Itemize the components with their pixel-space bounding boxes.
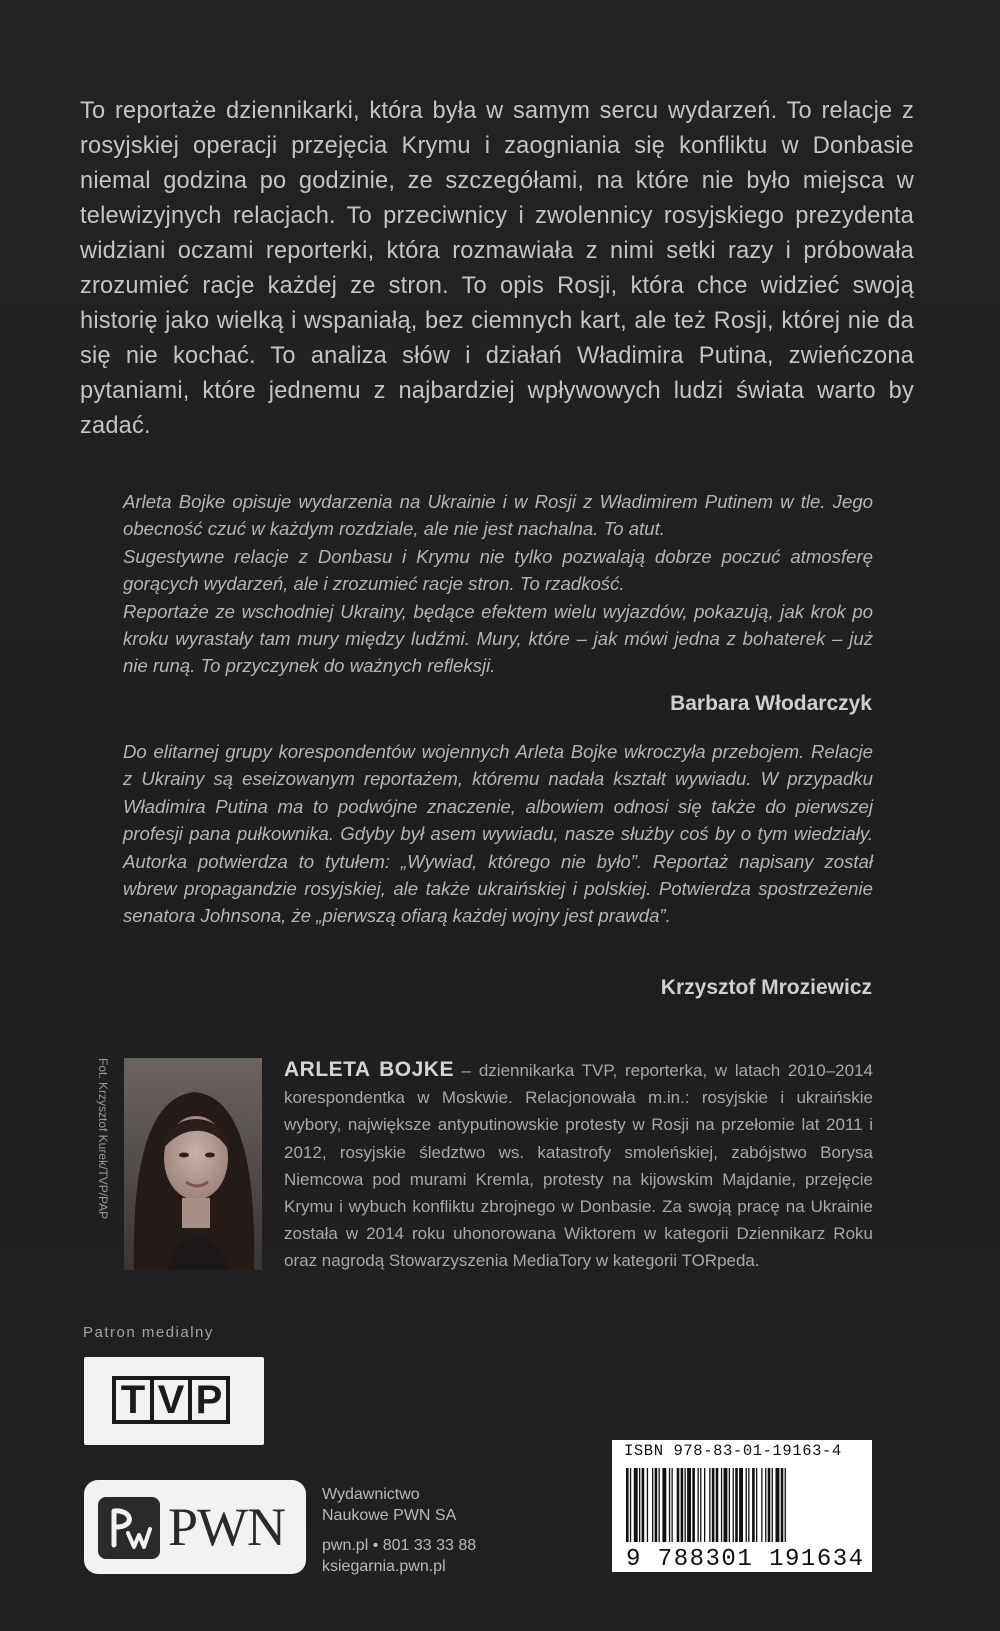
barcode-bar [685,1468,686,1542]
barcode-bar [748,1468,749,1542]
barcode-bar [634,1468,638,1542]
barcode-bar [659,1468,660,1542]
barcode-bar [704,1468,705,1542]
barcode-bar [733,1468,734,1542]
blurb1-author: Barbara Włodarczyk [670,692,872,715]
tvp-logo-letter: P [188,1376,230,1424]
barcode-bar [752,1468,755,1542]
author-portrait-image [124,1058,262,1270]
photo-credit-text: Fot. Krzysztof Kurek/TVP/PAP [96,1058,110,1220]
author-bio [284,1056,873,1275]
barcode-bar [772,1468,773,1542]
barcode-bar [639,1468,640,1542]
barcode-bar [721,1468,722,1542]
barcode-bar [712,1468,715,1542]
barcode-bar [630,1468,631,1542]
blurb2-author: Krzysztof Mroziewicz [660,976,872,999]
barcode-bar [698,1468,699,1542]
photo-credit [92,1058,112,1270]
barcode-bar [785,1468,786,1542]
barcode-bar [652,1468,653,1542]
media-patron-label: Patron medialny [83,1324,214,1341]
barcode-bar [746,1468,747,1542]
barcode-bar [700,1468,701,1542]
ean-number: 9 788301 191634 [626,1546,865,1573]
blurb1-paragraph: Sugestywne relacje z Donbasu i Krymu nie tylko pozwalają dobrze poczuć atmosferę gorących wydarzeń, ale i zrozumieć racje stron. To rzadkość. [123,545,873,595]
blurb-barbara-wlodarczyk [123,488,873,680]
barcode-bar [768,1468,771,1542]
blurb2-paragraph: Do elitarnej grupy korespondentów wojennych Arleta Bojke wkroczyła przebojem. Relacje z Ukrainy są eseizowanym reportażem, któremu nadała kształt wywiadu. W przypadku Władimira Putina ma to podwójne znaczenie, albowiem odnosi się także do pierwszej profesji pana pułkownika. Gdyby był asem wywiadu, nasze służby coś by o tym wiedziały. Autorka potwierdza to tytułem: „Wywiad, którego nie było”. Reportaż napisany został wbrew propagandzie rosyjskiej, ale także ukraińskiej i polskiej. Potwierdza spostrzeżenie senatora Johnsona, że „pierwszą ofiarą każdej wojny jest prawda”. [123,741,873,927]
pwn-emblem-icon [98,1497,160,1559]
lead-paragraph: To reportaże dziennikarki, która była w samym sercu wydarzeń. To relacje z rosyjskiej operacji przejęcia Krymu i zaogniania się konfliktu w Donbasie niemal godzina po godzinie, ze szczegółami, na które nie było miejsca w telewizyjnych relacjach. To przeciwnicy i zwolennicy rosyjskiego prezydenta widziani oczami reporterki, która rozmawiała z nimi setki razy i próbowała zrozumieć racje każdej ze stron. To opis Rosji, która chce widzieć swoją historię jako wielką i wspaniałą, bez ciemnych kart, ale też Rosji, której nie da się nie kochać. To analiza słów i działań Władimira Putina, zwieńczona pytaniami, które jednemu z najbardziej wpływowych ludzi świata warto by zadać. [80,98,914,439]
blurb1-paragraph: Arleta Bojke opisuje wydarzenia na Ukrainie i w Rosji z Władimirem Putinem w tle. Jego obecność czuć w każdym rozdziale, ale nie jest nachalna. To atut. [123,491,873,540]
barcode-bar [687,1468,691,1542]
barcode-bar [765,1468,766,1542]
publisher-info [322,1484,476,1577]
barcode-bar [709,1468,710,1542]
barcode-bar [655,1468,658,1542]
barcode-bar [729,1468,730,1542]
barcode-bar [739,1468,743,1542]
barcode-bar [761,1468,762,1542]
tvp-logo [84,1357,264,1445]
barcode-bar [776,1468,780,1542]
barcode-bar [662,1468,666,1542]
tvp-logo-letter: V [150,1376,192,1424]
pwn-logo [84,1480,306,1574]
publisher-contact: pwn.pl • 801 33 33 88 [322,1537,477,1554]
author-name: ARLETA BOJKE [284,1058,454,1081]
blurb-krzysztof-mroziewicz [123,738,873,930]
barcode-bar [756,1468,757,1542]
barcode-bar [642,1468,645,1542]
publisher-name-line2: Naukowe PWN SA [322,1507,457,1524]
barcode-bar [692,1468,695,1542]
author-bio-text: – dziennikarka TVP, reporterka, w latach 2010–2014 korespondentka w Moskwie. Relacjonowała m.in.: rosyjskie i ukraińskie wybory, największe antyputinowskie protesty w Rosji na przełomie lat 2011 i 2012, rosyjskie śledztwo ws. katastrofy smoleńskiej, zabójstwo Borysa Niemcowa pod murami Kremla, protesty na kijowskim Majdanie, przejęcie Krymu i wybuch konfliktu zbrojnego w Donbasie. Za swoją pracę na Ukrainie została w 2014 roku uhonorowana Wiktorem w kategorii Dziennikarz Roku oraz nagrodą Stowarzyszenia MediaTory w kategorii TORpeda. [284,1061,873,1271]
barcode-bar [681,1468,684,1542]
pwn-logo-text: PWN [168,1497,285,1557]
barcode-bar [677,1468,680,1542]
barcode-bar [669,1468,670,1542]
blurb1-paragraph: Reportaże ze wschodniej Ukrainy, będące efektem wielu wyjazdów, pokazują, jak krok po kroku wyrastały tam mury między ludźmi. Mury, które – jak mówi jedna z bohaterek – już nie runą. To przyczynek do ważnych refleksji. [123,600,873,677]
barcode-bar [672,1468,673,1542]
tvp-logo-letter: T [112,1376,154,1424]
publisher-shop-url: ksiegarnia.pwn.pl [322,1558,446,1575]
author-photo [124,1058,262,1270]
barcode-bar [735,1468,738,1542]
barcode-bar [724,1468,728,1542]
barcode-bar [626,1468,629,1542]
barcode-bar [716,1468,719,1542]
barcode-bar [781,1468,784,1542]
publisher-name-line1: Wydawnictwo [322,1486,420,1503]
isbn-barcode [612,1440,872,1572]
barcode-bar [647,1468,648,1542]
isbn-number: ISBN 978-83-01-19163-4 [624,1442,842,1460]
